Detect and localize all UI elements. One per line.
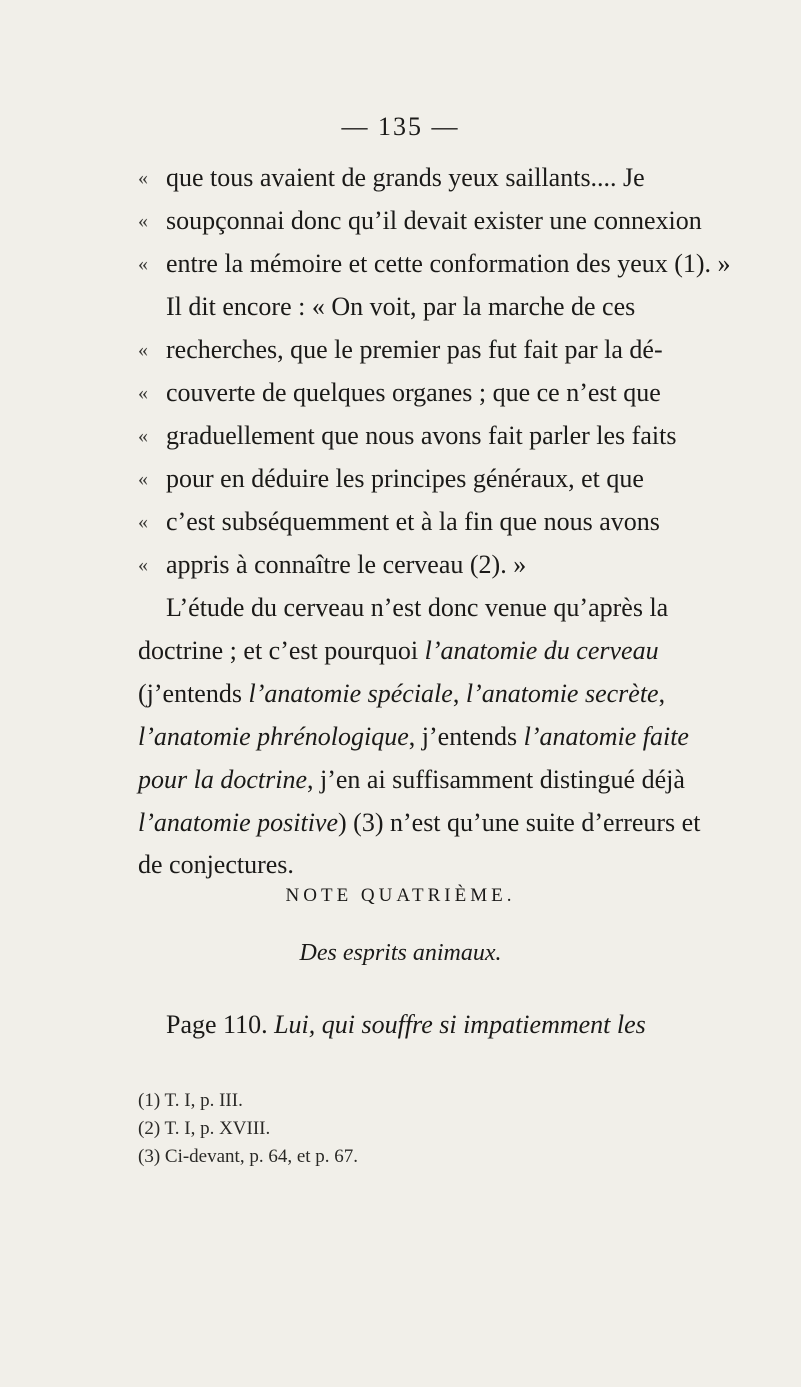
text-run: , [658, 679, 666, 708]
paragraph-3-line-6 [138, 806, 700, 840]
quoted-line-9: appris à connaître le cerveau (2). » [166, 550, 527, 579]
italic-run: l’anatomie du cerveau [424, 636, 659, 665]
quoted-line-6: graduellement que nous avons fait parler les faits [166, 421, 677, 450]
footnote-2: (2) T. I, p. XVIII. [138, 1118, 271, 1139]
paragraph-3-line-1: L’étude du cerveau n’est donc venue qu’après la [166, 593, 669, 622]
text-run: Page 110. [166, 1010, 275, 1039]
paragraph-3-line-4 [138, 720, 689, 754]
quote-mark: « [138, 167, 148, 189]
page-number: — 135 — [341, 112, 460, 141]
paragraph-3-line-5 [138, 763, 685, 797]
italic-run: l’anatomie positive [138, 808, 339, 837]
italic-run: pour la doctrine [138, 765, 307, 794]
paragraph-2-line-1: Il dit encore : « On voit, par la marche de ces [166, 292, 636, 321]
italic-run: l’anatomie faite [523, 722, 689, 751]
italic-run: l’anatomie phrénologique [138, 722, 409, 751]
quoted-line-8: c’est subséquemment et à la fin que nous avons [166, 507, 660, 536]
note-subheading: Des esprits animaux. [299, 940, 502, 966]
paragraph-3-line-2 [138, 634, 659, 668]
paragraph-3-line-3 [138, 677, 665, 711]
quote-mark: « [138, 382, 148, 404]
text-run: , j’entends [408, 722, 524, 751]
quote-mark: « [138, 210, 148, 232]
page-reference [166, 1008, 646, 1042]
quoted-line-4: recherches, que le premier pas fut fait par la dé- [166, 335, 663, 364]
text-run: , [452, 679, 466, 708]
quoted-line-1: que tous avaient de grands yeux saillants.... Je [166, 163, 645, 192]
text-run: , j’en ai suffisamment distingué déjà [307, 765, 685, 794]
quote-mark: « [138, 511, 148, 533]
quote-mark: « [138, 554, 148, 576]
quoted-line-3: entre la mémoire et cette conformation des yeux (1). » [166, 249, 731, 278]
text-run: (j’entends [138, 679, 249, 708]
quoted-line-7: pour en déduire les principes généraux, et que [166, 464, 644, 493]
footnote-1: (1) T. I, p. III. [138, 1090, 243, 1111]
italic-run: l’anatomie spéciale [248, 679, 453, 708]
text-run: doctrine ; et c’est pourquoi [138, 636, 425, 665]
quote-mark: « [138, 425, 148, 447]
footnote-3: (3) Ci-devant, p. 64, et p. 67. [138, 1146, 359, 1167]
quoted-line-2: soupçonnai donc qu’il devait exister une connexion [166, 206, 702, 235]
quote-mark: « [138, 468, 148, 490]
note-heading: NOTE QUATRIÈME. [285, 885, 516, 906]
italic-run: l’anatomie secrète [465, 679, 659, 708]
quoted-line-5: couverte de quelques organes ; que ce n’est que [166, 378, 661, 407]
paragraph-3-line-7: de conjectures. [138, 850, 294, 879]
quote-mark: « [138, 339, 148, 361]
quote-mark: « [138, 253, 148, 275]
text-run: ) (3) n’est qu’une suite d’erreurs et [338, 808, 701, 837]
italic-run: Lui, qui souffre si impatiemment les [274, 1010, 646, 1039]
